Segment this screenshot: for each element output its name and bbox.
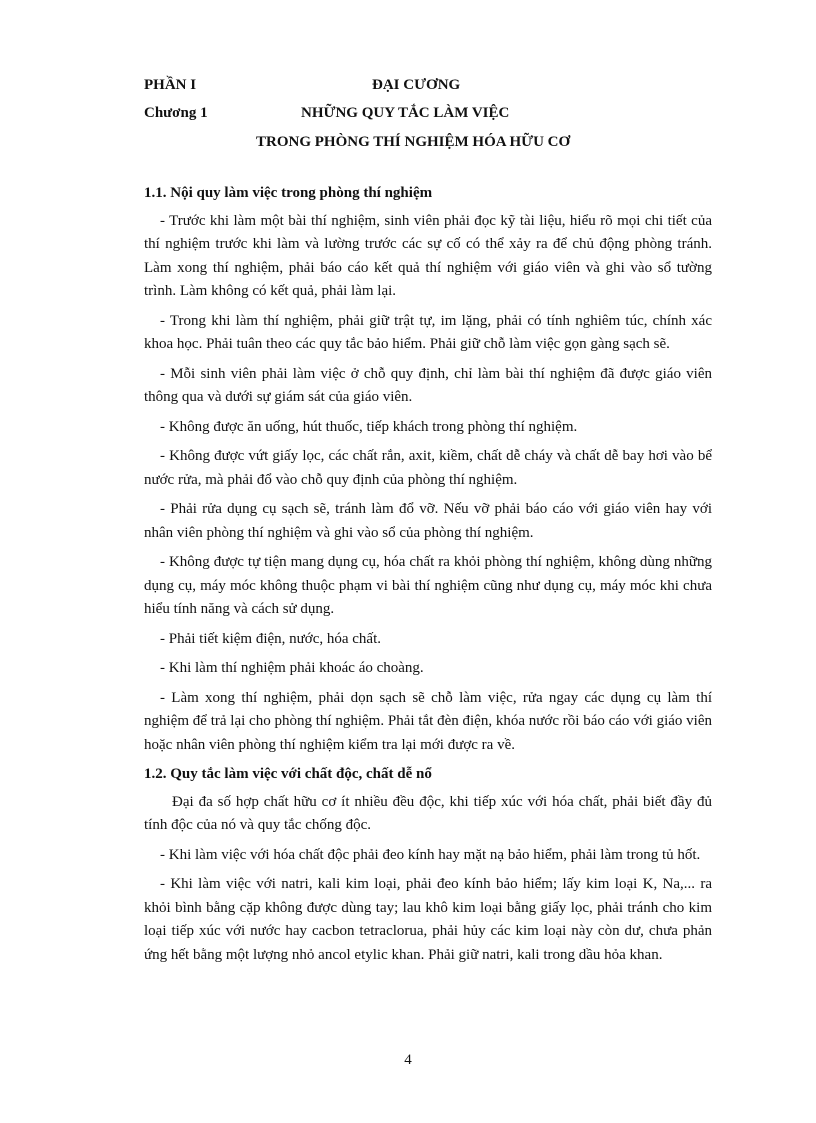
paragraph: - Khi làm thí nghiệm phải khoác áo choàng. bbox=[160, 660, 424, 676]
page-number: 4 bbox=[404, 1052, 412, 1068]
paragraph: Đại đa số hợp chất hữu cơ ít nhiều đều độc, khi tiếp xúc với hóa chất, phải biết đầy đủ tính độc của nó và quy tắc chống độc. bbox=[144, 793, 712, 833]
paragraph: - Làm xong thí nghiệm, phải dọn sạch sẽ chỗ làm việc, rửa ngay các dụng cụ làm thí nghiệm để trả lại cho phòng thí nghiệm. Phải tắt đèn điện, khóa nước rồi báo cáo với giáo viên hoặc nhân viên phòng thí nghiệm kiểm tra lại mới được ra về. bbox=[144, 689, 712, 753]
paragraph: - Không được tự tiện mang dụng cụ, hóa chất ra khỏi phòng thí nghiệm, không dùng những dụng cụ, máy móc không thuộc phạm vi bài thí nghiệm cũng như dụng cụ, máy móc khi chưa hiểu tính năng và cách sử dụng. bbox=[144, 554, 712, 617]
paragraph: - Không được ăn uống, hút thuốc, tiếp khách trong phòng thí nghiệm. bbox=[160, 418, 578, 435]
paragraph: - Phải rửa dụng cụ sạch sẽ, tránh làm đổ vỡ. Nếu vỡ phải báo cáo với giáo viên hay với nhân viên phòng thí nghiệm và ghi vào sổ của phòng thí nghiệm. bbox=[144, 501, 712, 541]
paragraph: - Khi làm việc với natri, kali kim loại, phải đeo kính bảo hiểm; lấy kim loại K, Na,... ra khỏi bình bằng cặp không được dùng tay; lau khô kim loại bằng giấy lọc, phải tránh cho kim loại tiếp xúc với nước hay cacbon tetraclorua, phải hủy các kim loại này còn dư, chưa phản ứng hết bằng một lượng nhỏ ancol etylic khan. Phải giữ natri, kali trong dầu hỏa khan. bbox=[144, 876, 712, 963]
paragraph: - Khi làm việc với hóa chất độc phải đeo kính hay mặt nạ bảo hiểm, phải làm trong tủ hốt. bbox=[160, 846, 701, 863]
part-label: PHẦN I bbox=[144, 77, 197, 93]
chapter-title-line1: NHỮNG QUY TẮC LÀM VIỆC bbox=[301, 105, 510, 121]
paragraph: - Trong khi làm thí nghiệm, phải giữ trật tự, im lặng, phải có tính nghiêm túc, chính xác khoa học. Phải tuân theo các quy tắc bảo hiểm. Phải giữ chỗ làm việc gọn gàng sạch sẽ. bbox=[144, 312, 712, 352]
paragraph: - Phải tiết kiệm điện, nước, hóa chất. bbox=[160, 630, 382, 647]
chapter-title-line2: TRONG PHÒNG THÍ NGHIỆM HÓA HỮU CƠ bbox=[256, 134, 571, 150]
part-title: ĐẠI CƯƠNG bbox=[372, 77, 461, 93]
chapter-label: Chương 1 bbox=[144, 105, 208, 121]
document-body bbox=[144, 182, 712, 973]
paragraph: - Trước khi làm một bài thí nghiệm, sinh viên phải đọc kỹ tài liệu, hiểu rõ mọi chi tiết của thí nghiệm trước khi làm và lường trước các sự cố có thể xảy ra để chủ động phòng tránh. Làm xong thí nghiệm, phải báo cáo kết quả thí nghiệm với giáo viên và ghi vào sổ tường trình. Làm không có kết quả, phải làm lại. bbox=[144, 212, 712, 299]
section-heading: 1.1. Nội quy làm việc trong phòng thí nghiệm bbox=[144, 185, 433, 201]
section-heading: 1.2. Quy tắc làm việc với chất độc, chất dễ nổ bbox=[144, 766, 432, 782]
paragraph: - Không được vứt giấy lọc, các chất rắn, axit, kiềm, chất dễ cháy và chất dễ bay hơi vào bể nước rửa, mà phải đổ vào chỗ quy định của phòng thí nghiệm. bbox=[144, 448, 712, 488]
paragraph: - Mỗi sinh viên phải làm việc ở chỗ quy định, chỉ làm bài thí nghiệm đã được giáo viên thông qua và dưới sự giám sát của giáo viên. bbox=[144, 365, 712, 405]
